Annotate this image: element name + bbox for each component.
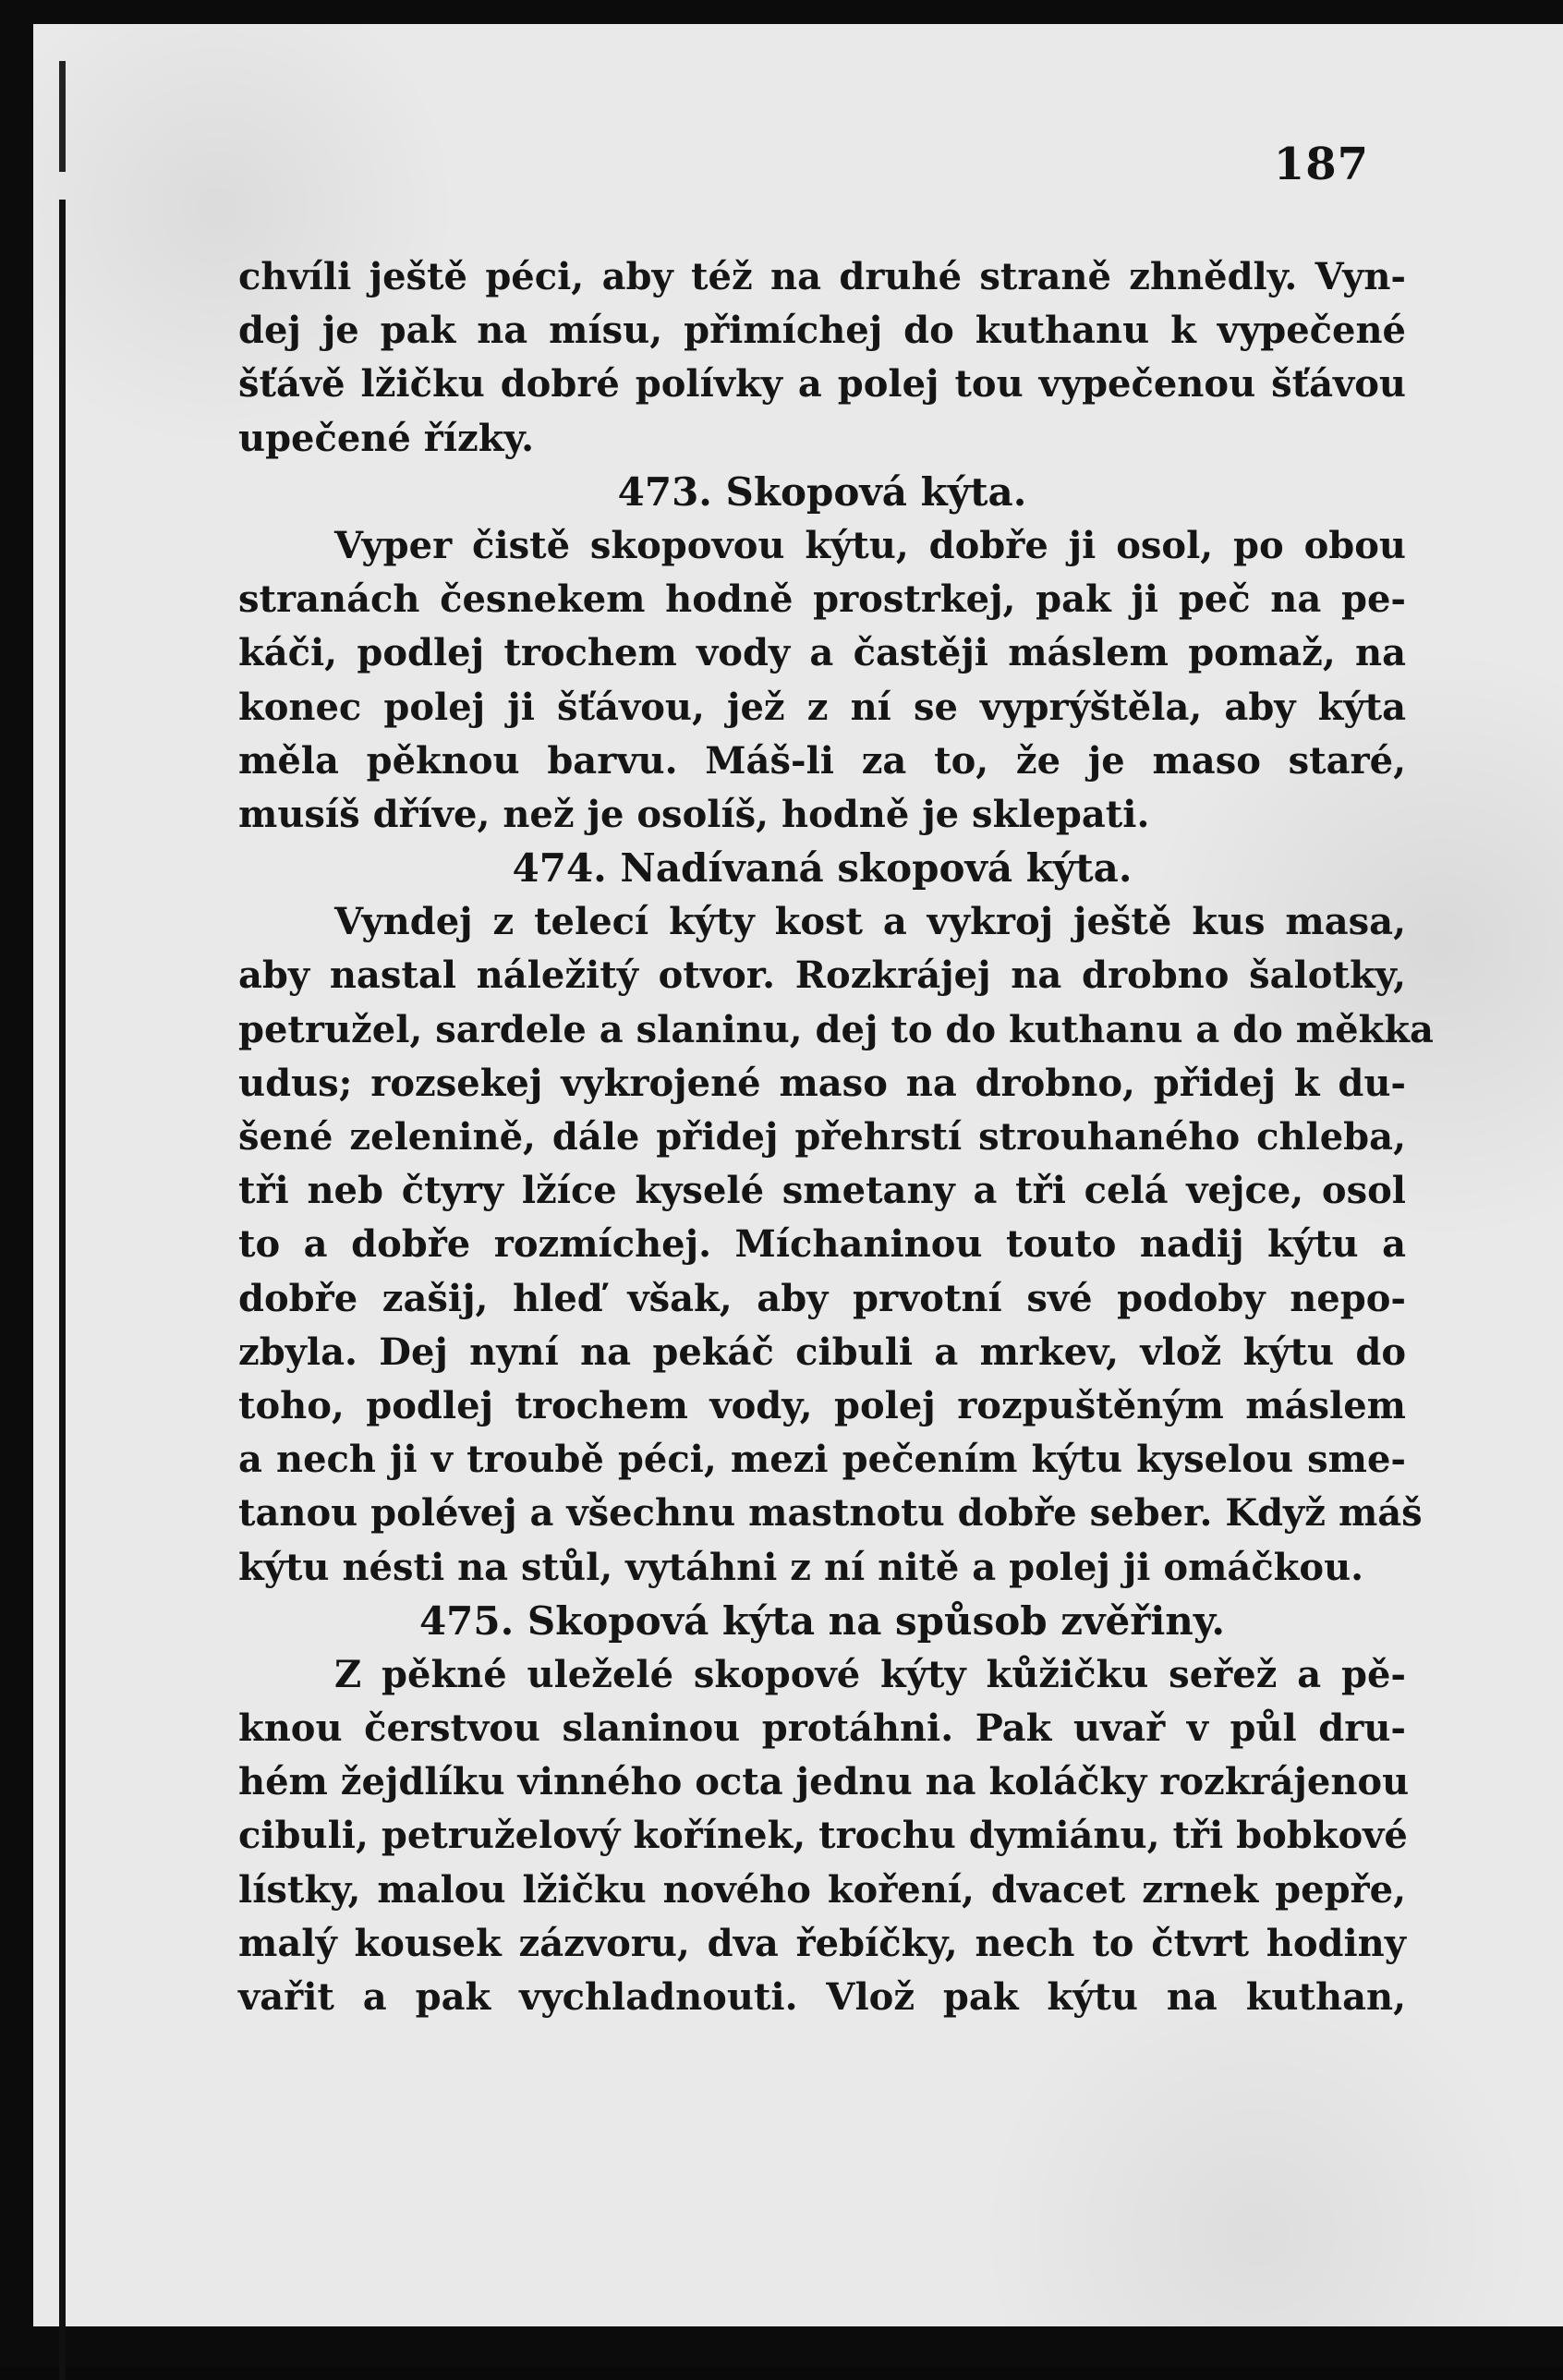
text-line: upečené řízky. [238, 416, 535, 460]
recipe-heading-475: 475. Skopová kýta na spůsob zvěřiny. [418, 1597, 1226, 1644]
text-line: tanou polévej a všechnu mastnotu dobře seber. Když máš [238, 1491, 1423, 1536]
text-line: musíš dříve, než je osolíš, hodně je sklepati. [238, 792, 1150, 836]
book-page [33, 24, 1563, 2326]
text-line: stranách česnekem hodně prostrkej, pak ji peč na pe- [238, 577, 1406, 622]
text-line: udus; rozsekej vykrojené maso na drobno, přidej k du- [238, 1061, 1406, 1105]
text-line: Vyndej z telecí kýty kost a vykroj ještě kus masa, [334, 900, 1406, 944]
binding-edge-top [59, 61, 66, 172]
page-number: 187 [1273, 139, 1369, 190]
text-line: šené zelenině, dále přidej přehrstí strouhaného chleba, [238, 1115, 1406, 1159]
text-line: Vyper čistě skopovou kýtu, dobře ji osol, po obou [334, 523, 1406, 567]
recipe-heading-474: 474. Nadívaná skopová kýta. [512, 845, 1133, 892]
text-line: šťávě lžičku dobré polívky a polej tou vypečenou šťávou [238, 362, 1406, 407]
text-line: lístky, malou lžičku nového koření, dvacet zrnek pepře, [238, 1867, 1406, 1912]
text-line: Z pěkné uleželé skopové kýty kůžičku seřež a pě- [334, 1652, 1406, 1696]
binding-edge [59, 200, 66, 2380]
recipe-heading-473: 473. Skopová kýta. [617, 468, 1027, 515]
text-line: a nech ji v troubě péci, mezi pečením kýtu kyselou sme- [238, 1438, 1406, 1482]
text-line: dej je pak na mísu, přimíchej do kuthanu k vypečené [238, 309, 1406, 353]
text-line: tři neb čtyry lžíce kyselé smetany a tři celá vejce, osol [238, 1169, 1406, 1213]
text-line: vařit a pak vychladnouti. Vlož pak kýtu na kuthan, [238, 1975, 1406, 2019]
text-line: petružel, sardele a slaninu, dej to do kuthanu a do měkka [238, 1007, 1434, 1051]
text-line: kýtu nésti na stůl, vytáhni z ní nitě a polej ji omáčkou. [238, 1545, 1364, 1589]
text-line: konec polej ji šťávou, jež z ní se vyprýštěla, aby kýta [238, 685, 1406, 729]
text-line: knou čerstvou slaninou protáhni. Pak uvař v půl dru- [238, 1706, 1406, 1751]
text-line: hém žejdlíku vinného octa jednu na koláčky rozkrájenou [238, 1760, 1410, 1804]
text-line: měla pěknou barvu. Máš-li za to, že je maso staré, [238, 738, 1406, 783]
text-line: dobře zašij, hleď však, aby prvotní své podoby nepo- [238, 1276, 1406, 1320]
text-line: toho, podlej trochem vody, polej rozpuštěným máslem [238, 1383, 1406, 1427]
text-line: cibuli, petruželový kořínek, trochu dymiánu, tři bobkové [238, 1814, 1408, 1858]
text-line: chvíli ještě péci, aby též na druhé straně zhnědly. Vyn- [238, 255, 1406, 298]
text-line: zbyla. Dej nyní na pekáč cibuli a mrkev, vlož kýtu do [238, 1330, 1406, 1374]
text-line: aby nastal náležitý otvor. Rozkrájej na drobno šalotky, [238, 953, 1406, 998]
text-line: malý kousek zázvoru, dva řebíčky, nech to čtvrt hodiny [238, 1921, 1406, 1965]
page-text [238, 250, 1434, 2024]
text-line: to a dobře rozmíchej. Míchaninou touto nadij kýtu a [238, 1222, 1406, 1267]
text-line: káči, podlej trochem vody a častěji máslem pomaž, na [238, 631, 1406, 675]
